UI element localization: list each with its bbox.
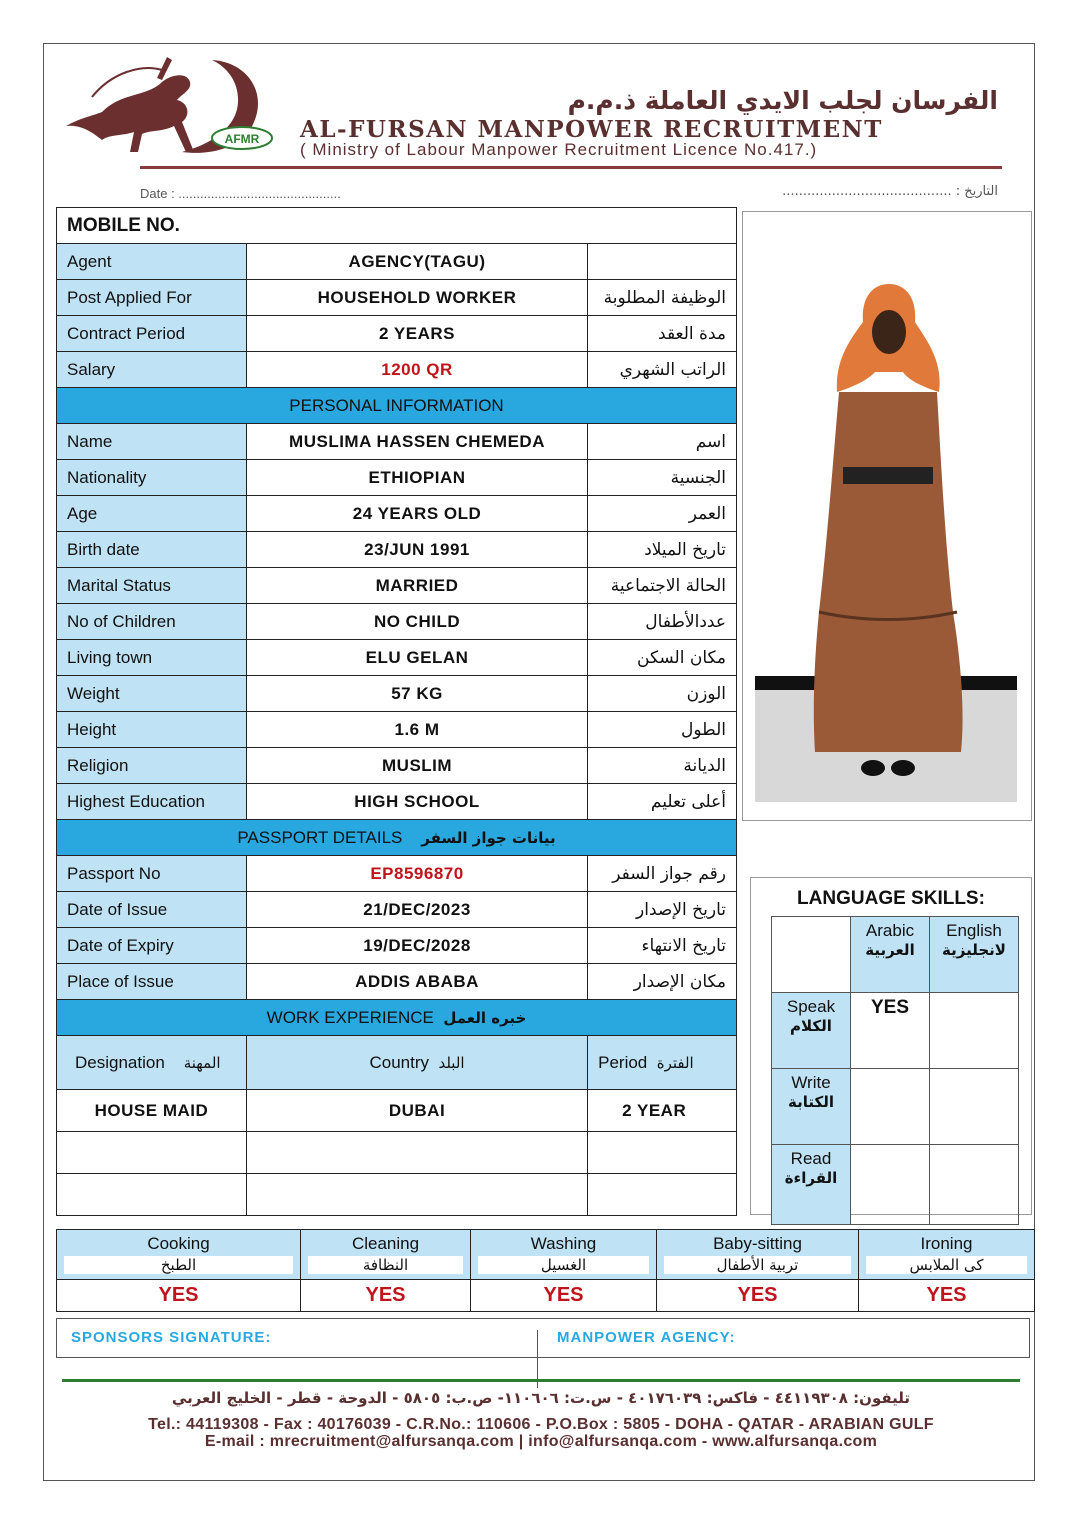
language-corner (772, 917, 851, 993)
skill-header (471, 1230, 657, 1280)
field-label-arabic: تاريخ الانتهاء (588, 928, 737, 964)
read-label: Read (790, 1149, 832, 1168)
period-header (588, 1036, 737, 1090)
designation-label: Designation (75, 1052, 165, 1072)
english-label: English (946, 921, 1002, 940)
form-row (57, 280, 737, 316)
field-label: Passport No (57, 856, 247, 892)
form-row (57, 892, 737, 928)
arabic-label-ar: العربية (865, 941, 915, 959)
date-field-en: Date : ............................................. (140, 186, 341, 201)
field-label: Agent (57, 244, 247, 280)
country-label-ar: البلد (438, 1053, 465, 1072)
field-value: ETHIOPIAN (246, 460, 587, 496)
field-label: Marital Status (57, 568, 247, 604)
read-arabic-value (851, 1145, 930, 1225)
field-label: Date of Expiry (57, 928, 247, 964)
form-row (57, 604, 737, 640)
work-row (57, 1090, 737, 1132)
form-row (57, 244, 737, 280)
passport-details-header (57, 820, 737, 856)
write-arabic-value (851, 1069, 930, 1145)
skills-table (56, 1229, 1035, 1312)
field-value: EP8596870 (246, 856, 587, 892)
arabic-label: Arabic (865, 921, 915, 940)
field-label-arabic: رقم جواز السفر (588, 856, 737, 892)
logo-badge-text: AFMR (224, 132, 260, 146)
form-row (57, 460, 737, 496)
empty-cell (57, 1174, 247, 1216)
skill-label-arabic: تربية الأطفال (664, 1256, 851, 1274)
skill-value: YES (57, 1280, 301, 1312)
write-english-value (930, 1069, 1019, 1145)
field-value: 21/DEC/2023 (246, 892, 587, 928)
arabic-header (851, 917, 930, 993)
field-value: ELU GELAN (246, 640, 587, 676)
form-row (57, 748, 737, 784)
footer-contact-arabic: تليفون: ٤٤١١٩٣٠٨ - فاكس: ٤٠١٧٦٠٣٩ - س.ت: ١١٠٦٠٦- ص.ب: ٥٨٠٥ - الدوحة - قطر - الخليج العربي (171, 1389, 911, 1407)
write-label-ar: الكتابة (788, 1093, 834, 1111)
english-header (930, 917, 1019, 993)
field-value: ADDIS ABABA (246, 964, 587, 1000)
form-row (57, 496, 737, 532)
field-value: MUSLIMA HASSEN CHEMEDA (246, 424, 587, 460)
work-title: WORK EXPERIENCE (266, 1007, 434, 1027)
field-label: Religion (57, 748, 247, 784)
field-label-arabic: العمر (588, 496, 737, 532)
skill-label: Ironing (920, 1234, 973, 1253)
date-field-ar: التاريخ : ......................................... (782, 184, 998, 199)
field-value: NO CHILD (246, 604, 587, 640)
field-label-arabic: الوزن (588, 676, 737, 712)
skill-label-arabic: كى الملابس (866, 1256, 1027, 1274)
skill-header (57, 1230, 301, 1280)
field-label: Contract Period (57, 316, 247, 352)
field-label: Birth date (57, 532, 247, 568)
english-label-ar: لانجليزية (942, 941, 1006, 959)
field-label-arabic: تاريخ الميلاد (588, 532, 737, 568)
empty-cell (588, 1132, 737, 1174)
field-value: HIGH SCHOOL (246, 784, 587, 820)
company-name-english: AL-FURSAN MANPOWER RECRUITMENT (300, 116, 883, 143)
empty-cell (588, 1174, 737, 1216)
skill-value: YES (657, 1280, 859, 1312)
field-label-arabic: تاريخ الإصدار (588, 892, 737, 928)
field-value: 23/JUN 1991 (246, 532, 587, 568)
mobile-label: MOBILE NO. (57, 208, 737, 244)
field-label: Highest Education (57, 784, 247, 820)
speak-row-label (772, 993, 851, 1069)
form-row (57, 712, 737, 748)
footer-email: E-mail : mrecruitment@alfursanqa.com | info@alfursanqa.com - www.alfursanqa.com (204, 1433, 878, 1450)
field-value: 24 YEARS OLD (246, 496, 587, 532)
field-label-arabic: عددالأطفال (588, 604, 737, 640)
skill-value: YES (471, 1280, 657, 1312)
designation-header (57, 1036, 247, 1090)
skill-header (859, 1230, 1035, 1280)
field-value: 19/DEC/2028 (246, 928, 587, 964)
period-label-ar: الفترة (656, 1053, 694, 1072)
field-value: 1.6 M (246, 712, 587, 748)
skill-value: YES (859, 1280, 1035, 1312)
read-english-value (930, 1145, 1019, 1225)
field-label: Living town (57, 640, 247, 676)
language-skills-table (771, 916, 1019, 1225)
field-value: HOUSEHOLD WORKER (246, 280, 587, 316)
form-row (57, 568, 737, 604)
form-row (57, 532, 737, 568)
form-row (57, 784, 737, 820)
skill-label: Cleaning (351, 1234, 420, 1253)
passport-title-ar: بيانات جواز السفر (421, 828, 556, 847)
field-label: Height (57, 712, 247, 748)
skill-label-arabic: الطبخ (64, 1256, 293, 1274)
field-label: Name (57, 424, 247, 460)
manpower-agency-label: MANPOWER AGENCY: (557, 1329, 736, 1346)
field-label: Post Applied For (57, 280, 247, 316)
period-label: Period (598, 1052, 648, 1072)
skill-header (301, 1230, 471, 1280)
work-designation: HOUSE MAID (57, 1090, 247, 1132)
field-label: Age (57, 496, 247, 532)
field-label-arabic: الحالة الاجتماعية (588, 568, 737, 604)
field-label: No of Children (57, 604, 247, 640)
field-label: Place of Issue (57, 964, 247, 1000)
field-label-arabic: أعلى تعليم (588, 784, 737, 820)
field-label-arabic (588, 244, 737, 280)
speak-label: Speak (786, 997, 836, 1016)
speak-arabic-value: YES (851, 993, 930, 1069)
applicant-photo (742, 211, 1032, 821)
form-row (57, 964, 737, 1000)
form-row (57, 352, 737, 388)
application-form-table (56, 207, 737, 1216)
skill-header (657, 1230, 859, 1280)
footer-contact-english: Tel.: 44119308 - Fax : 40176039 - C.R.No.: 110606 - P.O.Box : 5805 - DOHA - QATAR - ARABIAN GULF (148, 1416, 934, 1433)
country-label: Country (369, 1052, 429, 1072)
speak-label-ar: الكلام (790, 1017, 832, 1035)
personal-info-header: PERSONAL INFORMATION (57, 388, 737, 424)
field-label-arabic: مكان السكن (588, 640, 737, 676)
signature-box (56, 1318, 1030, 1358)
form-row (57, 316, 737, 352)
header-divider (140, 166, 1002, 169)
speak-english-value (930, 993, 1019, 1069)
work-experience-header (57, 1000, 737, 1036)
field-label-arabic: مدة العقد (588, 316, 737, 352)
company-name-arabic: الفرسان لجلب الايدي العاملة ذ.م.م (567, 86, 998, 115)
passport-title: PASSPORT DETAILS (237, 827, 403, 847)
form-row (57, 640, 737, 676)
empty-cell (57, 1132, 247, 1174)
write-row-label (772, 1069, 851, 1145)
empty-cell (246, 1174, 587, 1216)
empty-cell (246, 1132, 587, 1174)
work-country: DUBAI (246, 1090, 587, 1132)
field-label-arabic: الجنسية (588, 460, 737, 496)
field-label-arabic: الوظيفة المطلوبة (588, 280, 737, 316)
read-row-label (772, 1145, 851, 1225)
write-label: Write (791, 1073, 831, 1092)
field-label: Weight (57, 676, 247, 712)
skill-label: Washing (530, 1234, 597, 1253)
skill-value: YES (301, 1280, 471, 1312)
horse-rider-logo (62, 52, 282, 162)
sponsor-signature-label: SPONSORS SIGNATURE: (71, 1329, 272, 1346)
skill-label-arabic: النظافة (308, 1256, 463, 1274)
field-value: MARRIED (246, 568, 587, 604)
field-label-arabic: الطول (588, 712, 737, 748)
field-label-arabic: الديانة (588, 748, 737, 784)
field-label: Date of Issue (57, 892, 247, 928)
language-skills-title: LANGUAGE SKILLS: (797, 888, 985, 909)
field-label-arabic: الراتب الشهري (588, 352, 737, 388)
skill-label: Baby-sitting (713, 1234, 802, 1253)
field-value: AGENCY(TAGU) (246, 244, 587, 280)
footer-divider (62, 1379, 1020, 1382)
field-value: 57 KG (246, 676, 587, 712)
form-row (57, 676, 737, 712)
skill-label-arabic: الغسيل (478, 1256, 649, 1274)
form-row (57, 856, 737, 892)
skill-label: Cooking (147, 1234, 210, 1253)
work-period: 2 YEAR (588, 1090, 737, 1132)
field-label-arabic: مكان الإصدار (588, 964, 737, 1000)
field-label-arabic: اسم (588, 424, 737, 460)
language-skills-box (750, 877, 1032, 1215)
form-row (57, 424, 737, 460)
designation-label-ar: المهنة (183, 1053, 221, 1072)
country-header (246, 1036, 587, 1090)
read-label-ar: القراءة (784, 1169, 838, 1187)
field-value: MUSLIM (246, 748, 587, 784)
field-label: Nationality (57, 460, 247, 496)
work-title-ar: خبره العمل (443, 1008, 527, 1027)
field-value: 1200 QR (246, 352, 587, 388)
form-row (57, 928, 737, 964)
field-value: 2 YEARS (246, 316, 587, 352)
field-label: Salary (57, 352, 247, 388)
licence-line: ( Ministry of Labour Manpower Recruitment Licence No.417.) (300, 140, 818, 159)
